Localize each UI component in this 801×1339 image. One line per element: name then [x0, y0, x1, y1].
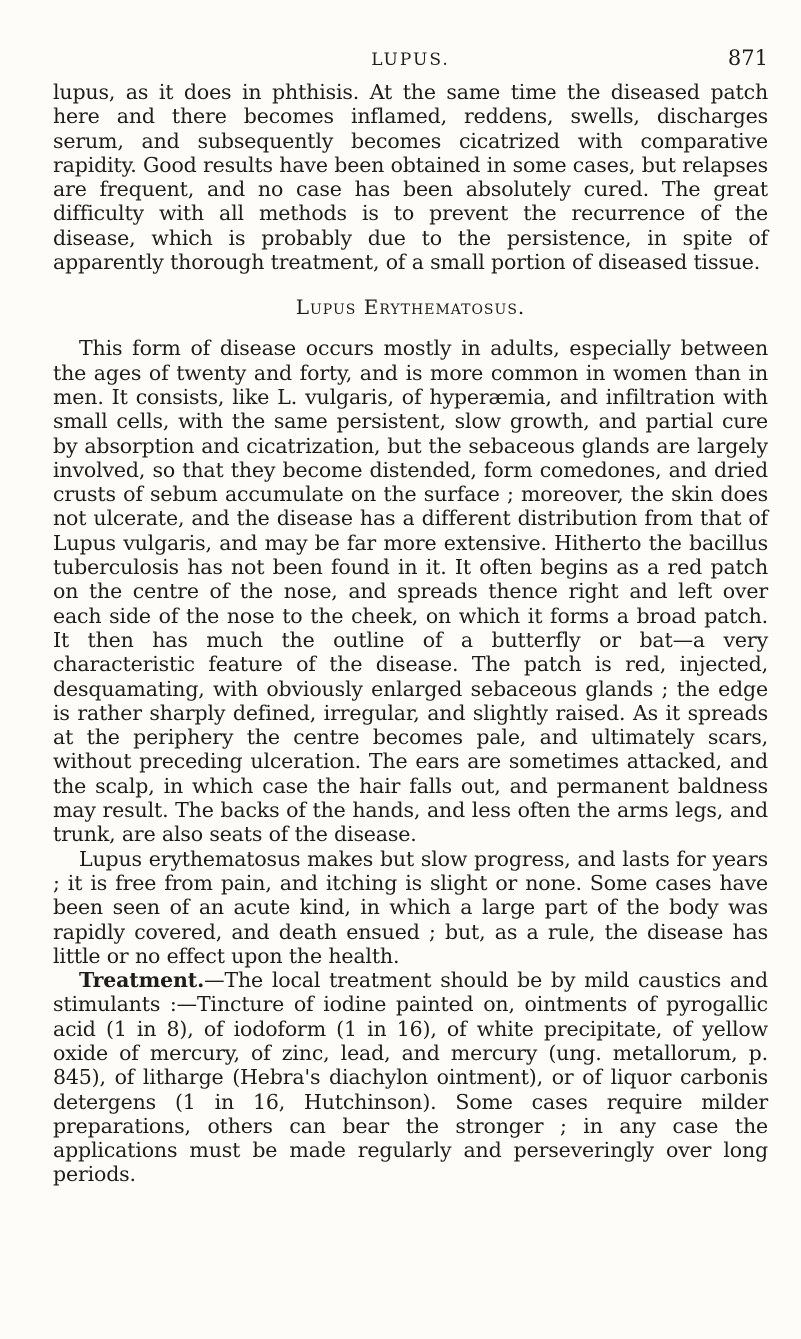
paragraph-description: This form of disease occurs mostly in adults, especially between the ages of twenty and forty, and is more common in women than in men. It consists, like L. vulgaris, of hyperæmia, and infiltration with small cells, with the same persistent, slow growth, and partial cure by absorption and cicatrization, but the sebaceous glands are largely involved, so that they become distended, form comedones, and dried crusts of sebum accumulate on the surface ; moreover, the skin does not ulcerate, and the disease has a different distribution from that of Lupus vulgaris, and may be far more extensive. Hitherto the bacillus tuberculosis has not been found in it. It often begins as a red patch on the centre of the nose, and spreads thence right and left over each side of the nose to the cheek, on which it forms a broad patch. It then has much the outline of a butterfly or bat—a very characteristic feature of the disease. The patch is red, injected, desquamating, with obviously enlarged sebaceous glands ; the edge is rather sharply defined, irregular, and slightly raised. As it spreads at the periphery the centre becomes pale, and ultimately scars, without preceding ulceration. The ears are sometimes attacked, and the scalp, in which case the hair falls out, and permanent baldness may result. The backs of the hands, and less often the arms legs, and trunk, are also seats of the disease.	[53, 336, 768, 847]
treatment-text: —The local treatment should be by mild caustics and stimulants :—Tincture of iodine painted on, ointments of pyrogallic acid (1 in 8), of iodoform (1 in 16), of white precipitate, of yellow oxide of mercury, of zinc, lead, and mercury (ung. metallorum, p. 845), of litharge (Hebra's diachylon ointment), or of liquor carbonis detergens (1 in 16, Hutchinson). Some cases require milder preparations, others can bear the stronger ; in any case the applications must be made regularly and perseveringly over long periods.	[53, 968, 768, 1187]
treatment-run-in-heading: Treatment.	[79, 968, 205, 993]
paragraph-progress: Lupus erythematosus makes but slow progress, and lasts for years ; it is free from pain, and itching is slight or none. Some cases have been seen of an acute kind, in which a large part of the body was rapidly covered, and death ensued ; but, as a rule, the disease has little or no effect upon the health.	[53, 846, 768, 968]
book-page	[53, 40, 768, 1187]
running-title: LUPUS.	[371, 50, 450, 70]
paragraph-treatment	[53, 968, 768, 1187]
section-heading: Lupus Erythematosus.	[295, 295, 526, 320]
paragraph-continuation: lupus, as it does in phthisis. At the same time the diseased patch here and there becomes inflamed, reddens, swells, discharges serum, and subsequently becomes cicatrized with comparative rapidity. Good results have been obtained in some cases, but relapses are frequent, and no case has been absolutely cured. The great difficulty with all methods is to prevent the recurrence of the disease, which is probably due to the persistence, in spite of apparently thorough treatment, of a small portion of diseased tissue.	[53, 80, 768, 275]
running-head	[53, 40, 768, 80]
page-number: 871	[727, 46, 768, 70]
